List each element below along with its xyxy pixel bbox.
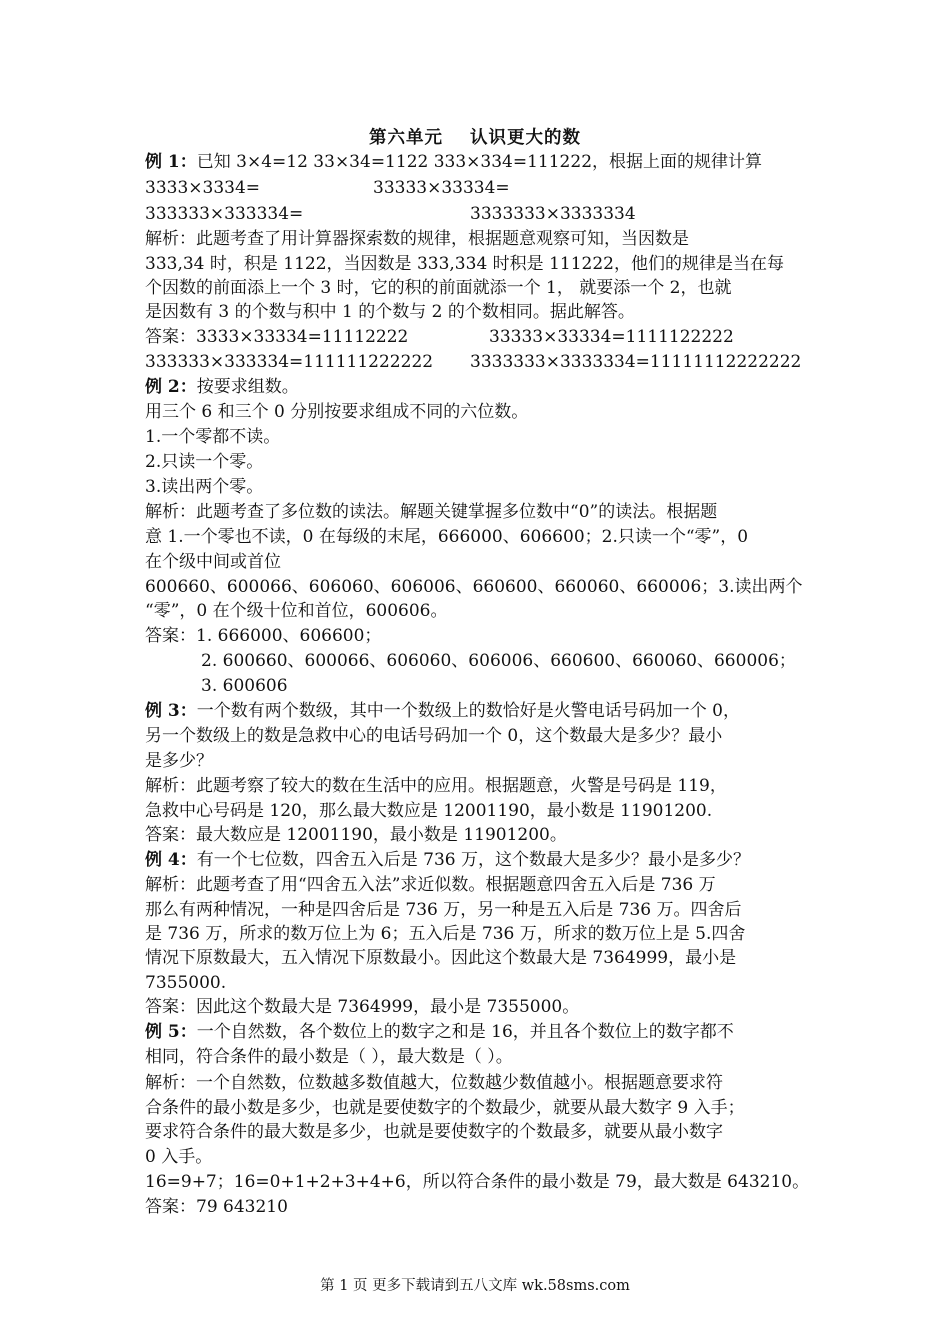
example-4-question: 例 4：有一个七位数，四舍五入后是 736 万，这个数最大是多少？最小是多少？	[145, 850, 751, 870]
example-2-question: 例 2：按要求组数。	[145, 377, 299, 397]
answer-line: 答案：79 643210	[145, 1197, 288, 1217]
answer-line: 答案：因此这个数最大是 7364999，最小是 7355000。	[145, 997, 580, 1017]
analysis-line: 333,34 时，积是 1122，当因数是 333,334 时积是 111222，他们的规律是当在每	[145, 254, 784, 274]
page-title	[0, 124, 950, 149]
example-3-question: 例 3：一个数有两个数级，其中一个数级上的数恰好是火警电话号码加一个 0，	[145, 701, 740, 721]
question-line: 相同，符合条件的最小数是（ ），最大数是（ ）。	[145, 1047, 513, 1067]
question-line: 用三个 6 和三个 0 分别按要求组成不同的六位数。	[145, 402, 529, 422]
question-line: 1.一个零都不读。	[145, 427, 281, 447]
analysis-line: 那么有两种情况，一种是四舍后是 736 万，另一种是五入后是 736 万。四舍后	[145, 900, 742, 920]
calc-1: 3333×3334=	[145, 178, 261, 198]
analysis-line: 16=9+7；16=0+1+2+3+4+6，所以符合条件的最小数是 79，最大数是 643210。	[145, 1172, 810, 1192]
answer-line: 3. 600606	[201, 676, 288, 696]
analysis-line: 解析：此题考查了用计算器探索数的规律，根据题意观察可知，当因数是	[145, 229, 689, 249]
analysis-line: 要求符合条件的最大数是多少，也就是要使数字的个数最多，就要从最小数字	[145, 1122, 723, 1142]
analysis-line: 个因数的前面添上一个 3 时，它的积的前面就添一个 1， 就要添一个 2，也就	[145, 278, 732, 298]
answer-line: 33333×33334=1111122222	[489, 327, 734, 347]
calc-3: 333333×333334=	[145, 204, 304, 224]
question-line: 3.读出两个零。	[145, 477, 264, 497]
analysis-line: 急救中心号码是 120，那么最大数应是 12001190，最小数是 11901200.	[145, 801, 713, 821]
analysis-line: 情况下原数最大，五入情况下原数最小。因此这个数最大是 7364999，最小是	[145, 948, 737, 968]
analysis-line: 在个级中间或首位	[145, 552, 281, 572]
question-line: 2.只读一个零。	[145, 452, 264, 472]
example-1-question: 例 1：已知 3×4=12 33×34=1122 333×334=111222，根据上面的规律计算	[145, 152, 763, 172]
analysis-line: 解析：一个自然数，位数越多数值越大，位数越少数值越小。根据题意要求符	[145, 1073, 723, 1093]
answer-line: 2. 600660、600066、606060、606006、660600、660060、660006；	[201, 651, 796, 671]
question-line: 另一个数级上的数是急救中心的电话号码加一个 0，这个数最大是多少？最小	[145, 726, 723, 746]
answer-line: 333333×333334=111111222222	[145, 352, 434, 372]
analysis-line: 解析：此题考查了多位数的读法。解题关键掌握多位数中“0”的读法。根据题	[145, 502, 718, 522]
question-line: 是多少？	[145, 751, 213, 771]
example-3-label: 例 3：	[145, 701, 197, 721]
analysis-line: 解析：此题考察了较大的数在生活中的应用。根据题意，火警是号码是 119，	[145, 776, 727, 796]
analysis-line: 意 1.一个零也不读，0 在每级的末尾，666000、606600；2.只读一个“零”，0	[145, 527, 749, 547]
answer-line: 答案：3333×33334=11112222	[145, 327, 409, 347]
analysis-line: “零”，0 在个级十位和首位，600606。	[145, 601, 448, 621]
analysis-line: 0 入手。	[145, 1147, 213, 1167]
example-2-label: 例 2：	[145, 377, 197, 397]
calc-2: 33333×33334=	[373, 178, 510, 198]
analysis-line: 是因数有 3 的个数与积中 1 的个数与 2 的个数相同。据此解答。	[145, 302, 635, 322]
example-5-question: 例 5：一个自然数，各个数位上的数字之和是 16，并且各个数位上的数字都不	[145, 1022, 734, 1042]
answer-line: 答案：1. 666000、606600；	[145, 626, 382, 646]
unit-title: 第六单元	[368, 128, 443, 148]
example-5-label: 例 5：	[145, 1022, 197, 1042]
analysis-line: 解析：此题考查了用“四舍五入法”求近似数。根据题意四舍五入后是 736 万	[145, 875, 716, 895]
topic-title: 认识更大的数	[470, 128, 582, 148]
analysis-line: 7355000.	[145, 973, 227, 993]
example-1-label: 例 1：	[145, 152, 197, 172]
analysis-line: 600660、600066、606060、606006、660600、660060、660006；3.读出两个	[145, 577, 803, 597]
page-footer: 第 1 页 更多下载请到五八文库 wk.58sms.com	[320, 1278, 630, 1294]
answer-line: 3333333×3333334=11111112222222	[470, 352, 802, 372]
analysis-line: 合条件的最小数是多少，也就是要使数字的个数最少，就要从最大数字 9 入手；	[145, 1098, 745, 1118]
analysis-line: 是 736 万，所求的数万位上为 6；五入后是 736 万，所求的数万位上是 5.四舍	[145, 924, 746, 944]
answer-line: 答案：最大数应是 12001190，最小数是 11901200。	[145, 825, 567, 845]
example-4-label: 例 4：	[145, 850, 197, 870]
calc-4: 3333333×3333334	[470, 204, 636, 224]
